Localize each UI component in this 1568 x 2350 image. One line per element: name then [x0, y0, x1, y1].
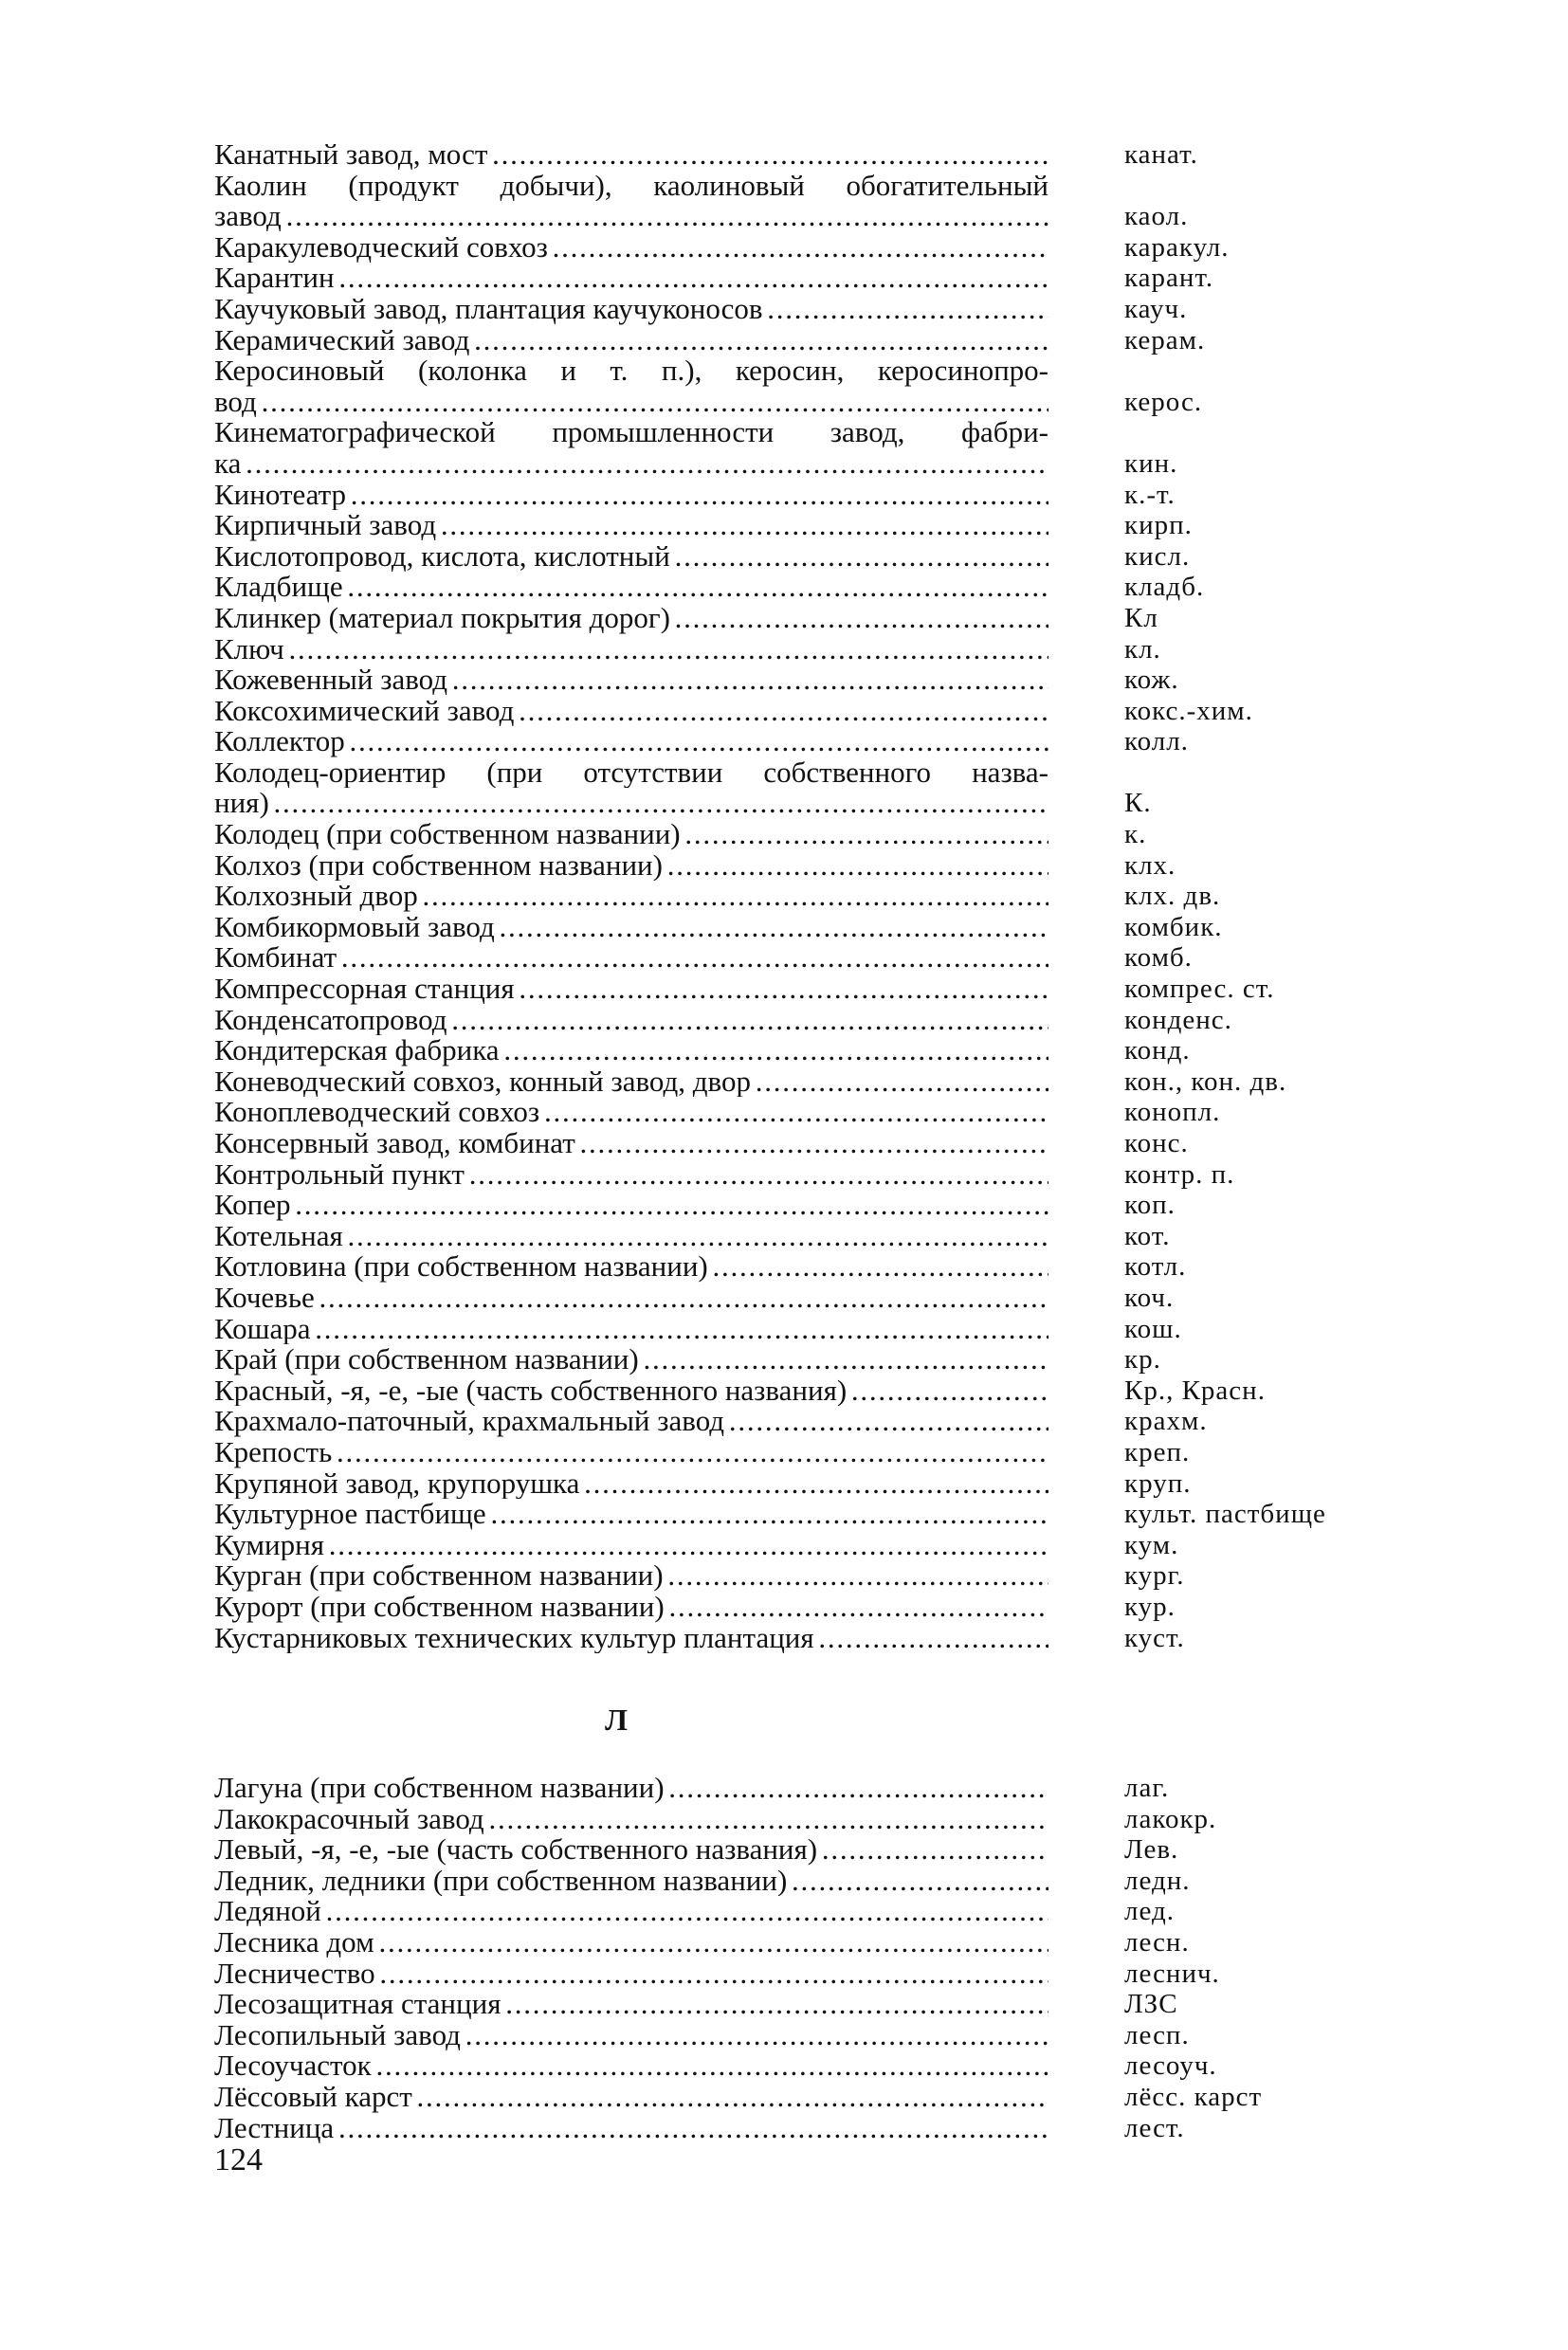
entry-row [0, 1128, 1568, 1159]
entry-abbreviation: коп. [1124, 1190, 1176, 1221]
entry-row [0, 1283, 1568, 1314]
entry-row [0, 1773, 1568, 1804]
entry-term: Коксохимический завод . . . [214, 696, 1048, 727]
entry-row [0, 1221, 1568, 1252]
page-number: 124 [214, 2142, 263, 2177]
entry-abbreviation: крахм. [1124, 1406, 1208, 1437]
entry-row [0, 1499, 1568, 1530]
entry-term: Лесопильный завод . . . [214, 2020, 1048, 2051]
entry-abbreviation: кур. [1124, 1591, 1176, 1622]
entry-abbreviation: конопл. [1124, 1097, 1221, 1128]
entry-row [0, 1468, 1568, 1500]
entry-abbreviation: каол. [1124, 201, 1189, 232]
entry-row [0, 2050, 1568, 2082]
entry-row [0, 171, 1568, 202]
entry-term: Лесника дом . . . [214, 1927, 1048, 1958]
entry-abbreviation: к. [1124, 819, 1147, 850]
entry-term: Кустарниковых технических культур плантация . . . [214, 1623, 1048, 1654]
entry-term: Край (при собственном названии) . . . [214, 1344, 1048, 1375]
entry-row [0, 1190, 1568, 1221]
entry-row [0, 1989, 1568, 2020]
entry-abbreviation: клх. дв. [1124, 881, 1221, 912]
entry-row [0, 1437, 1568, 1468]
entry-abbreviation: креп. [1124, 1436, 1191, 1467]
entry-term: Ледник, ледники (при собственном названии) . . . [214, 1866, 1048, 1897]
entry-abbreviation: керос. [1124, 386, 1203, 417]
entry-term: Каракулеводческий совхоз . . . [214, 232, 1048, 264]
entry-row [0, 974, 1568, 1005]
entry-abbreviation: кин. [1124, 447, 1178, 479]
entry-abbreviation: кург. [1124, 1560, 1185, 1592]
entry-abbreviation: кауч. [1124, 293, 1188, 324]
entry-row [0, 603, 1568, 634]
entry-abbreviation: Кр., Красн. [1124, 1375, 1266, 1406]
entry-term: Лесоучасток . . . [214, 2050, 1048, 2082]
entry-abbreviation: коч. [1124, 1282, 1175, 1313]
entry-abbreviation: куст. [1124, 1622, 1185, 1653]
entry-abbreviation: конс. [1124, 1128, 1189, 1158]
entry-row [0, 1375, 1568, 1407]
entry-abbreviation: контр. п. [1124, 1158, 1235, 1190]
entry-term: Колхозный двор . . . [214, 881, 1048, 912]
entry-row [0, 1344, 1568, 1375]
entry-abbreviation: котл. [1124, 1251, 1187, 1283]
entry-abbreviation: конд. [1124, 1035, 1191, 1066]
entry-row [0, 1159, 1568, 1191]
entry-abbreviation: ледн. [1124, 1865, 1191, 1896]
entry-row [0, 942, 1568, 974]
section-heading-l: Л [605, 1703, 628, 1737]
entry-term: Компрессорная станция . . . [214, 974, 1048, 1005]
entry-row [0, 1066, 1568, 1098]
abbreviation-list-k [0, 139, 1568, 1653]
entry-row [0, 541, 1568, 573]
entry-row [0, 1834, 1568, 1866]
entry-row [0, 850, 1568, 882]
entry-row [0, 2082, 1568, 2113]
entry-term: Крахмало-паточный, крахмальный завод . . . [214, 1406, 1048, 1437]
entry-abbreviation: лёсс. карст [1124, 2081, 1263, 2112]
entry-abbreviation: кон., кон. дв. [1124, 1066, 1287, 1097]
entry-term: Колодец (при собственном названии) . . . [214, 819, 1048, 850]
entry-term: Левый, -я, -е, -ые (часть собственного названия) . . . [214, 1834, 1048, 1866]
entry-term: Комбикормовый завод . . . [214, 912, 1048, 943]
entry-term: Копер . . . [214, 1190, 1048, 1221]
entry-term: Крупяной завод, крупорушка . . . [214, 1468, 1048, 1500]
entry-term: Кошара . . . [214, 1314, 1048, 1345]
entry-term: Каучуковый завод, плантация каучуконосов . . . [214, 294, 1048, 325]
entry-term: Кинематографической промышленности завод, фабри- [214, 417, 1048, 448]
entry-term: Коноплеводческий совхоз . . . [214, 1097, 1048, 1128]
entry-term: Лестница . . . [214, 2113, 1048, 2144]
entry-term: Котловина (при собственном названии) . . . [214, 1251, 1048, 1283]
entry-term: Конденсатопровод . . . [214, 1005, 1048, 1036]
entry-abbreviation: кош. [1124, 1313, 1182, 1344]
entry-term: Колодец-ориентир (при отсутствии собственного назва- [214, 756, 1048, 789]
entry-term: Коллектор . . . [214, 726, 1048, 757]
entry-abbreviation: круп. [1124, 1467, 1192, 1499]
entry-term: Кожевенный завод . . . [214, 665, 1048, 696]
entry-term: Кумирня . . . [214, 1530, 1048, 1561]
entry-term: Канатный завод, мост . . . [214, 139, 1048, 171]
entry-term: Контрольный пункт . . . [214, 1159, 1048, 1191]
entry-term: Крепость . . . [214, 1437, 1048, 1468]
entry-abbreviation: лаг. [1124, 1773, 1170, 1803]
entry-row [0, 2020, 1568, 2051]
entry-row [0, 1097, 1568, 1128]
entry-term: Котельная . . . [214, 1221, 1048, 1252]
entry-row [0, 263, 1568, 294]
entry-term: Клинкер (материал покрытия дорог) . . . [214, 603, 1048, 634]
entry-term: Кондитерская фабрика . . . [214, 1035, 1048, 1066]
entry-row [0, 510, 1568, 541]
entry-abbreviation: лест. [1124, 2112, 1185, 2143]
entry-row [0, 1592, 1568, 1623]
entry-row [0, 881, 1568, 912]
entry-term: Лагуна (при собственном названии) . . . [214, 1773, 1048, 1804]
entry-row [0, 448, 1568, 480]
entry-row [0, 819, 1568, 850]
entry-row [0, 355, 1568, 387]
entry-term: Ледяной . . . [214, 1896, 1048, 1927]
entry-term: Керосиновый (колонка и т. п.), керосин, керосинопро- [214, 355, 1048, 387]
entry-abbreviation: каракул. [1124, 231, 1230, 263]
entry-row [0, 665, 1568, 696]
entry-row [0, 232, 1568, 264]
entry-row [0, 417, 1568, 448]
entry-row [0, 1406, 1568, 1437]
entry-row [0, 2113, 1568, 2144]
entry-row [0, 696, 1568, 727]
entry-term: завод . . . [214, 201, 1048, 232]
entry-row [0, 294, 1568, 325]
entry-row [0, 1005, 1568, 1036]
entry-term: Курган (при собственном названии) . . . [214, 1560, 1048, 1592]
entry-row [0, 1251, 1568, 1283]
entry-abbreviation: карант. [1124, 263, 1214, 294]
entry-row [0, 1314, 1568, 1345]
entry-term: Кочевье . . . [214, 1283, 1048, 1314]
entry-term: Лакокрасочный завод . . . [214, 1804, 1048, 1835]
entry-term: Каолин (продукт добычи), каолиновый обогатительный [214, 170, 1048, 202]
entry-abbreviation: кладб. [1124, 572, 1205, 603]
entry-row [0, 912, 1568, 943]
entry-row [0, 788, 1568, 819]
entry-abbreviation: канат. [1124, 139, 1198, 170]
entry-abbreviation: Лев. [1124, 1834, 1179, 1866]
entry-abbreviation: кр. [1124, 1344, 1161, 1375]
entry-row [0, 1927, 1568, 1958]
entry-abbreviation: лесп. [1124, 2019, 1190, 2050]
entry-abbreviation: кирп. [1124, 510, 1193, 541]
entry-abbreviation: кум. [1124, 1529, 1179, 1560]
entry-abbreviation: ЛЗС [1124, 1989, 1178, 2020]
entry-row [0, 1035, 1568, 1066]
entry-term: Лесозащитная станция . . . [214, 1989, 1048, 2020]
entry-term: ния) . . . [214, 788, 1048, 819]
entry-abbreviation: комб. [1124, 942, 1193, 974]
entry-term: Культурное пастбище . . . [214, 1499, 1048, 1530]
entry-abbreviation: конденс. [1124, 1004, 1232, 1035]
entry-row [0, 1623, 1568, 1654]
entry-abbreviation: комбик. [1124, 911, 1223, 942]
entry-row [0, 480, 1568, 511]
entry-row [0, 325, 1568, 356]
entry-term: Керамический завод . . . [214, 325, 1048, 356]
entry-row [0, 201, 1568, 232]
entry-abbreviation: к.-т. [1124, 479, 1176, 510]
abbreviation-list-l [0, 1773, 1568, 2143]
entry-row [0, 1804, 1568, 1835]
entry-abbreviation: кисл. [1124, 540, 1191, 572]
entry-row [0, 1530, 1568, 1561]
entry-term: Колхоз (при собственном названии) . . . [214, 850, 1048, 882]
entry-abbreviation: Кл [1124, 602, 1158, 633]
entry-abbreviation: леснич. [1124, 1958, 1220, 1989]
entry-abbreviation: лед. [1124, 1896, 1175, 1927]
entry-abbreviation: кож. [1124, 665, 1179, 696]
entry-row [0, 1560, 1568, 1592]
entry-term: Карантин . . . [214, 263, 1048, 294]
entry-term: ка . . . [214, 448, 1048, 480]
entry-term: Лесничество . . . [214, 1958, 1048, 1990]
entry-abbreviation: кот. [1124, 1220, 1171, 1251]
entry-row [0, 139, 1568, 171]
entry-abbreviation: культ. пастбище [1124, 1499, 1326, 1530]
entry-abbreviation: лакокр. [1124, 1803, 1217, 1834]
entry-abbreviation: К. [1124, 788, 1152, 819]
entry-abbreviation: керам. [1124, 324, 1206, 355]
entry-term: Кладбище . . . [214, 572, 1048, 603]
entry-term: вод . . . [214, 387, 1048, 418]
entry-abbreviation: кокс.-хим. [1124, 695, 1253, 726]
entry-row [0, 726, 1568, 757]
entry-term: Коневодческий совхоз, конный завод, двор . . . [214, 1066, 1048, 1098]
entry-row [0, 1958, 1568, 1990]
entry-row [0, 387, 1568, 418]
entry-term: Курорт (при собственном названии) . . . [214, 1592, 1048, 1623]
entry-term: Кислотопровод, кислота, кислотный . . . [214, 541, 1048, 573]
entry-term: Лёссовый карст . . . [214, 2082, 1048, 2113]
entry-row [0, 1896, 1568, 1927]
entry-row [0, 572, 1568, 603]
entry-row [0, 757, 1568, 789]
entry-row [0, 634, 1568, 665]
entry-row [0, 1866, 1568, 1897]
entry-term: Кинотеатр . . . [214, 480, 1048, 511]
entry-term: Комбинат . . . [214, 942, 1048, 974]
entry-abbreviation: колл. [1124, 726, 1189, 757]
entry-term: Ключ . . . [214, 634, 1048, 665]
entry-abbreviation: лесн. [1124, 1926, 1190, 1958]
entry-term: Кирпичный завод . . . [214, 510, 1048, 541]
entry-abbreviation: клх. [1124, 849, 1176, 881]
entry-abbreviation: кл. [1124, 633, 1161, 665]
entry-abbreviation: лесоуч. [1124, 2050, 1217, 2082]
entry-term: Консервный завод, комбинат . . . [214, 1128, 1048, 1159]
entry-term: Красный, -я, -е, -ые (часть собственного названия) . . . [214, 1375, 1048, 1407]
entry-abbreviation: компрес. ст. [1124, 974, 1275, 1005]
